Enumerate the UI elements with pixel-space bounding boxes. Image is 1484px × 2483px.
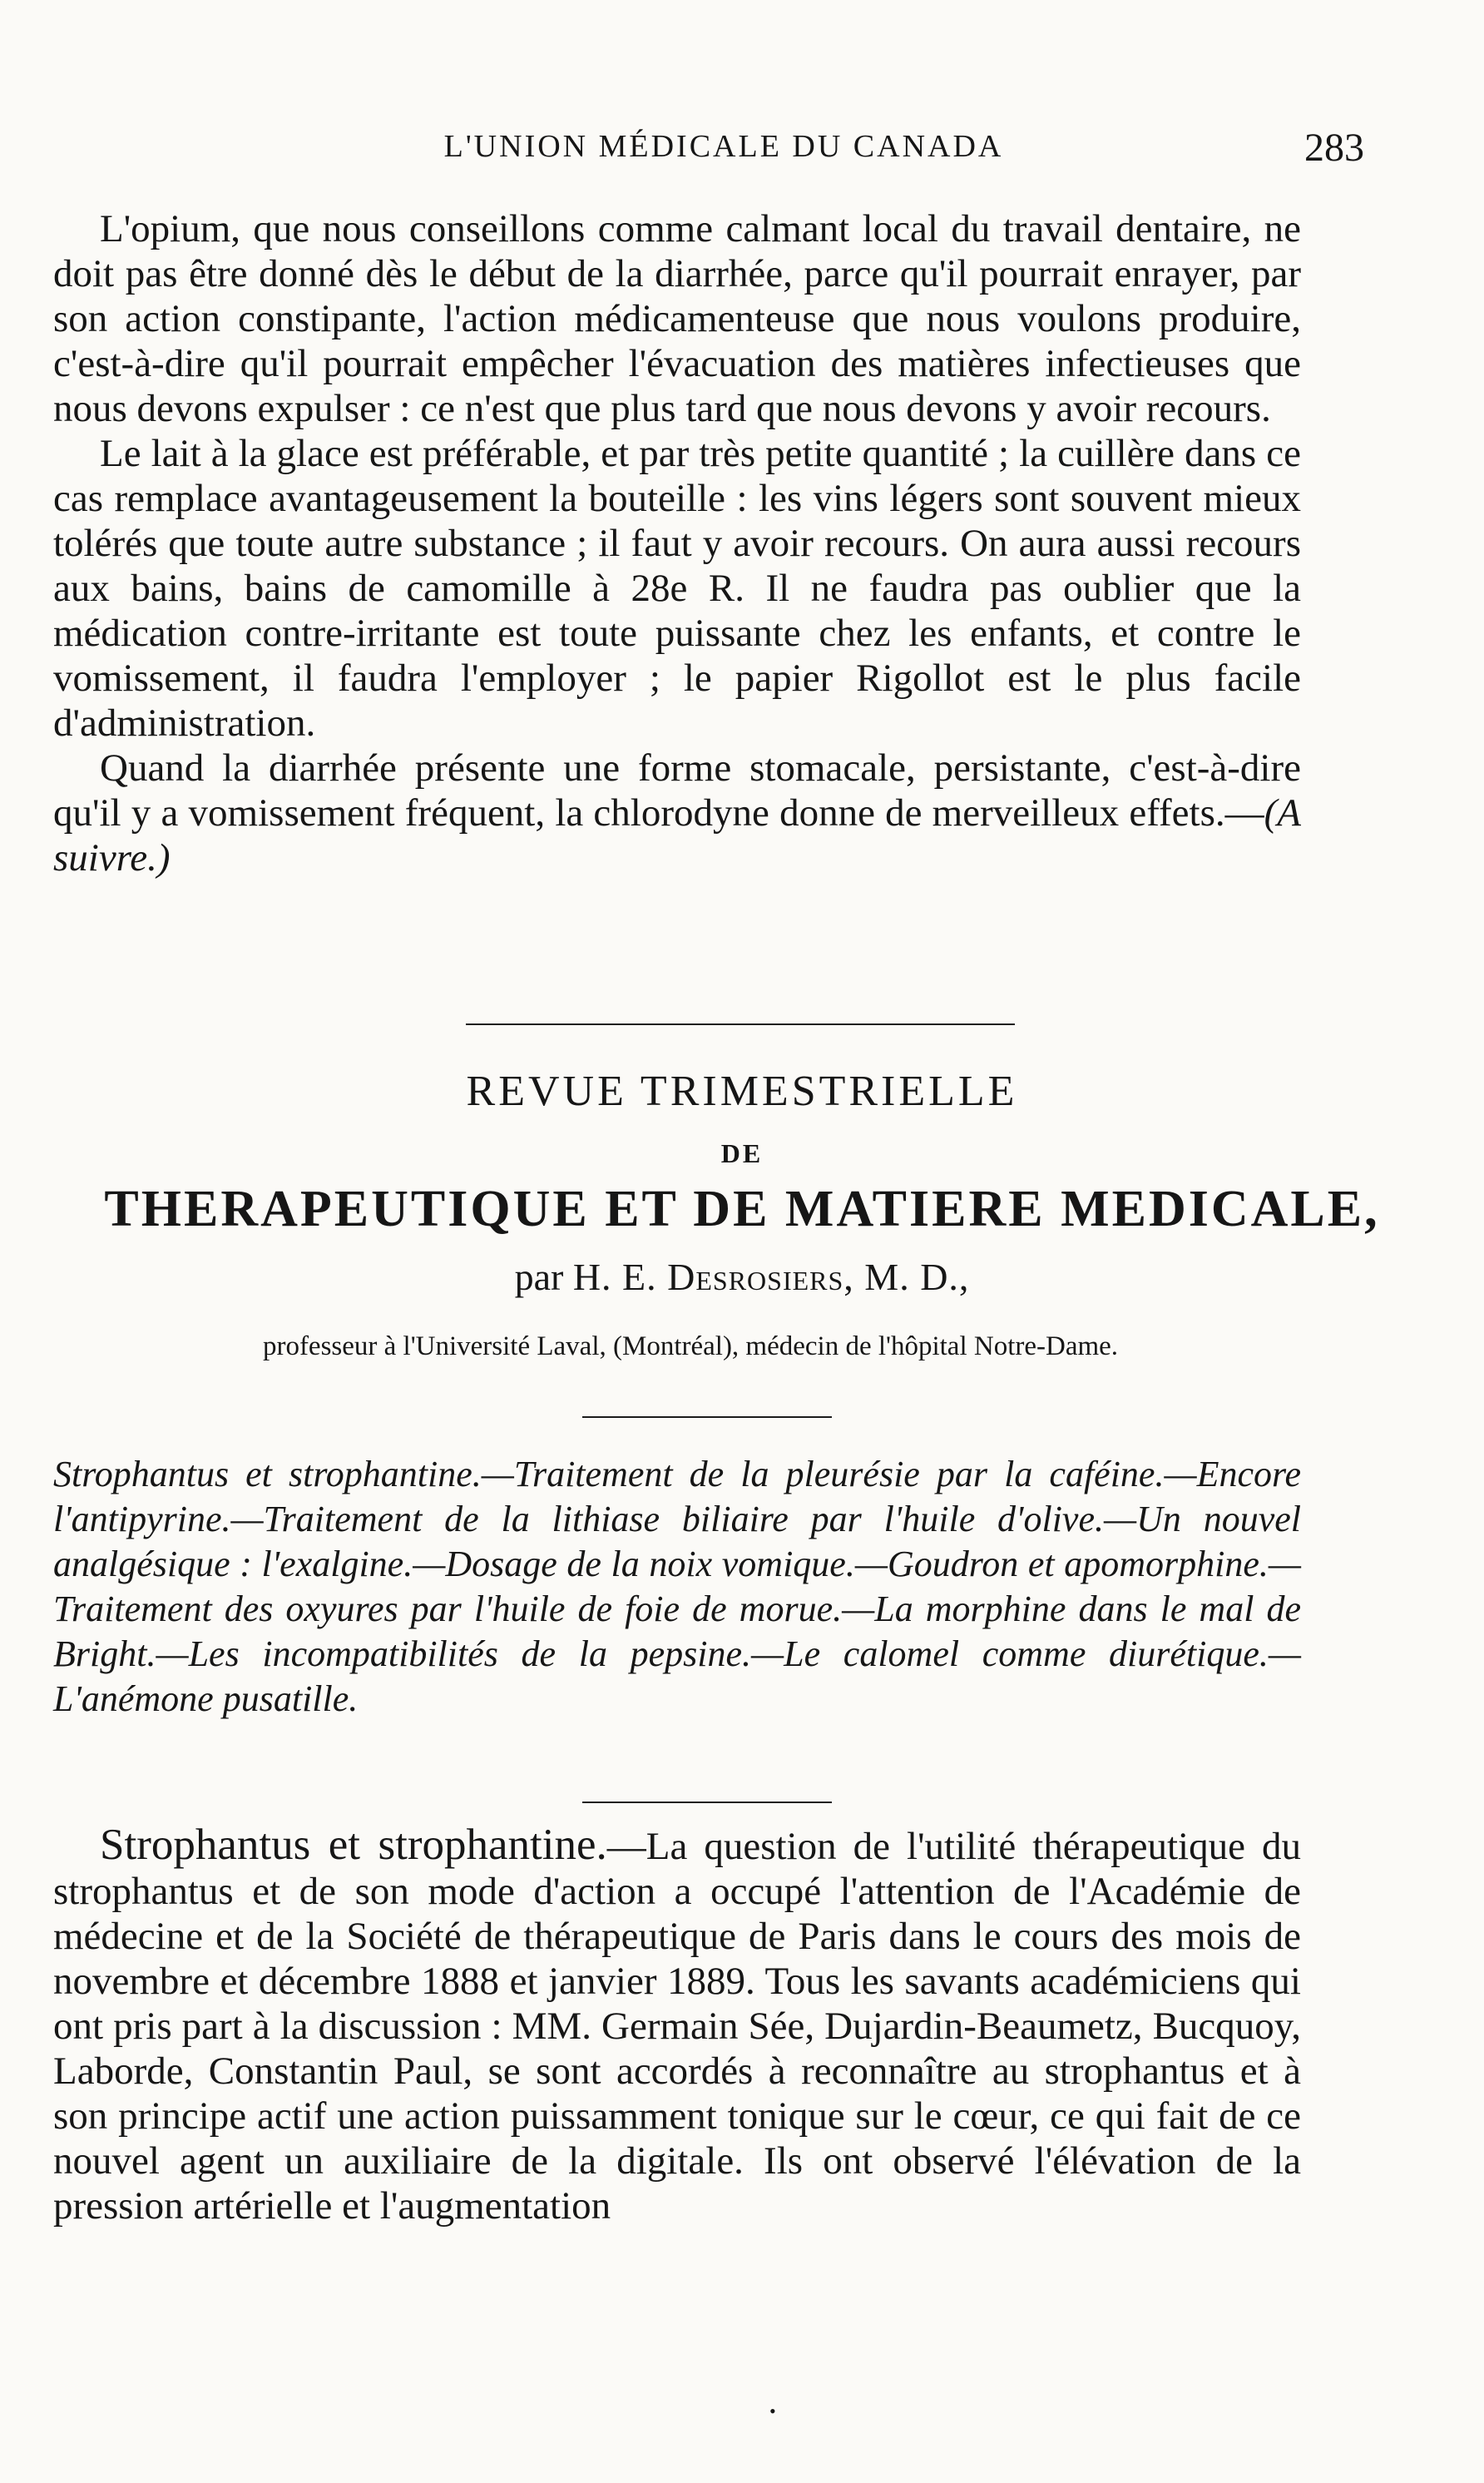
article-lead: Strophantus et strophantine. bbox=[100, 1821, 607, 1869]
author-affiliation: professeur à l'Université Laval, (Montréal), médecin de l'hôpital Notre-Dame. bbox=[262, 1331, 1119, 1361]
byline-par: par bbox=[514, 1256, 564, 1298]
paragraph-opium: L'opium, que nous conseillons comme calmant local du travail dentaire, ne doit pas être donné dès le début de la diarrhée, parce qu'il pourrait enrayer, par son action constipante, l'action médicamenteuse que nous voulons produire, c'est-à-dire qu'il pourrait empêcher l'évacuation des matières infectieuses que nous devons expulser : ce n'est que plus tard que nous devons y avoir recours. bbox=[53, 207, 1301, 430]
article-strophantus bbox=[53, 1822, 1301, 2228]
summary-divider-top bbox=[582, 1416, 832, 1418]
section-title-line2: THERAPEUTIQUE ET DE MATIERE MEDICALE, bbox=[104, 1181, 1380, 1237]
footer-mark: • bbox=[769, 2401, 776, 2421]
page-number: 283 bbox=[1304, 126, 1364, 170]
summary-divider-bottom bbox=[582, 1802, 832, 1803]
running-title: L'UNION MÉDICALE DU CANADA bbox=[443, 129, 1004, 164]
paragraph-chlorodyne bbox=[53, 746, 1301, 880]
section-title-de: DE bbox=[720, 1138, 764, 1168]
paragraph-chlorodyne-text: Quand la diarrhée présente une forme stomacale, persistante, c'est-à-dire qu'il y a vomissement fréquent, la chlorodyne donne de merveilleux effets.— bbox=[53, 746, 1301, 835]
running-head bbox=[83, 125, 1364, 175]
section-title-line1: REVUE TRIMESTRIELLE bbox=[466, 1068, 1018, 1115]
article-text: —La question de l'utilité thérapeutique du strophantus et de son mode d'action a occupé l'attention de l'Académie de médecine et de la Société de thérapeutique de Paris dans le cours des mois de novembre et décembre 1888 et janvier 1889. Tous les savants académiciens qui ont pris part à la discussion : MM. Germain Sée, Dujardin-Beaumetz, Bucquoy, Laborde, Constantin Paul, se sont accordés à reconnaître au strophantus et à son principe actif une action puissamment tonique sur le cœur, ce qui fait de ce nouvel agent un auxiliaire de la digitale. Ils ont observé l'élévation de la pression artérielle et l'augmentation bbox=[53, 1825, 1301, 2228]
paragraph-lait: Le lait à la glace est préférable, et par très petite quantité ; la cuillère dans ce cas remplace avantageusement la bouteille : les vins légers sont souvent mieux tolérés que toute autre substance ; il faut y avoir recours. On aura aussi recours aux bains, bains de camomille à 28e R. Il ne faudra pas oublier que la médication contre-irritante est toute puissante chez les enfants, et contre le vomissement, il faudra l'employer ; le papier Rigollot est le plus facile d'administration. bbox=[53, 432, 1301, 745]
byline bbox=[0, 1255, 1484, 1299]
article-paragraph bbox=[53, 1822, 1301, 2228]
a-suivre-note: (A suivre.) bbox=[53, 791, 1301, 880]
author-name: H. E. Desrosiers, M. D., bbox=[572, 1256, 970, 1298]
contents-summary: Strophantus et strophantine.—Traitement de la pleurésie par la caféine.—Encore l'antipyrine.—Traitement de la lithiase biliaire par l'huile d'olive.—Un nouvel analgésique : l'exalgine.—Dosage de la noix vomique.—Goudron et apomorphine.—Traitement des oxyures par l'huile de foie de morue.—La morphine dans le mal de Bright.—Les incompatibilités de la pepsine.—Le calomel comme diurétique.—L'anémone pusatille. bbox=[53, 1454, 1301, 1719]
intro-text bbox=[53, 206, 1301, 880]
section-divider bbox=[466, 1023, 1015, 1025]
